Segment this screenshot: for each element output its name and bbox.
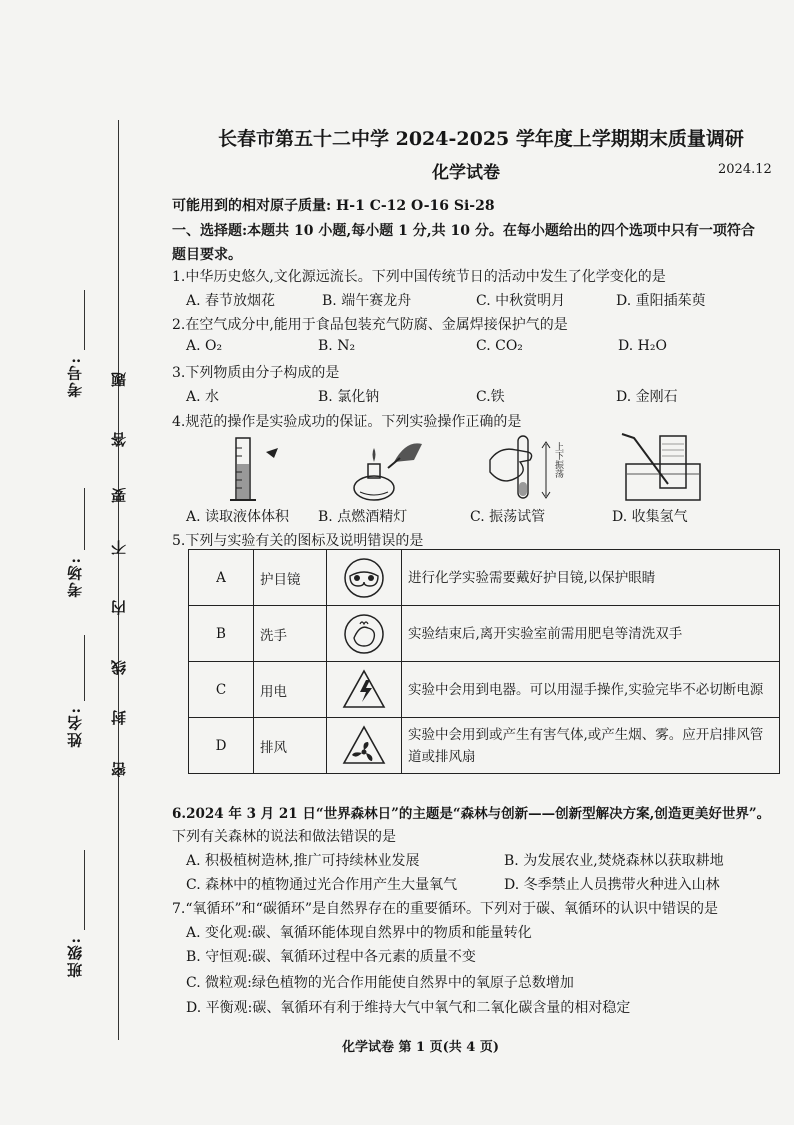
- exam-date: 2024.12: [718, 162, 772, 177]
- section-instruction: 一、选择题:本题共 10 小题,每小题 1 分,共 10 分。在每小题给出的四个选项中只有一项符合: [172, 223, 755, 239]
- seal-char: 要: [110, 488, 128, 503]
- icon-name: 排风: [254, 718, 327, 774]
- table-row[interactable]: [189, 718, 780, 774]
- icon-description: 实验中会用到或产生有害气体,或产生烟、雾。应开启排风管道或排风扇: [402, 718, 780, 774]
- option-c[interactable]: C.铁: [476, 389, 505, 405]
- icon-name: 用电: [254, 662, 327, 718]
- icon-description: 实验结束后,离开实验室前需用肥皂等清洗双手: [402, 606, 780, 662]
- exam-number-blank[interactable]: [84, 290, 85, 350]
- seal-char: 内: [110, 600, 128, 615]
- table-row[interactable]: [189, 550, 780, 606]
- row-option: C: [189, 662, 254, 718]
- option-c[interactable]: C. CO₂: [476, 338, 523, 354]
- atomic-masses: 可能用到的相对原子质量: H-1 C-12 O-16 Si-28: [172, 198, 495, 214]
- option-c[interactable]: C. 微粒观:绿色植物的光合作用能使自然界中的氧原子总数增加: [186, 975, 574, 991]
- seal-char: 封: [110, 710, 128, 725]
- option-a[interactable]: A. 水: [186, 389, 220, 405]
- icon-description: 进行化学实验需要戴好护目镜,以保护眼睛: [402, 550, 780, 606]
- row-option: D: [189, 718, 254, 774]
- option-c[interactable]: C. 森林中的植物通过光合作用产生大量氧气: [186, 877, 458, 893]
- table-row[interactable]: [189, 662, 780, 718]
- option-d[interactable]: D. 收集氢气: [612, 509, 688, 525]
- exam-number-label: 考号:: [66, 356, 84, 398]
- option-c[interactable]: C. 振荡试管: [470, 509, 546, 525]
- shake-label: 上下振荡: [553, 442, 563, 478]
- graduated-cylinder-icon: [222, 434, 292, 506]
- option-d[interactable]: D. 平衡观:碳、氧循环有利于维持大气中氧气和二氧化碳含量的相对稳定: [186, 1000, 631, 1016]
- name-label: 姓名:: [66, 706, 84, 748]
- row-option: A: [189, 550, 254, 606]
- alcohol-lamp-icon: [340, 432, 432, 506]
- table-row[interactable]: [189, 606, 780, 662]
- row-option: B: [189, 606, 254, 662]
- option-a[interactable]: A. 积极植树造林,推广可持续林业发展: [186, 853, 420, 869]
- seal-char: 线: [110, 660, 128, 675]
- goggles-icon: [327, 550, 402, 606]
- option-b[interactable]: B. 为发展农业,焚烧森林以获取耕地: [504, 853, 724, 869]
- option-b[interactable]: B. 端午赛龙舟: [322, 293, 412, 309]
- option-d[interactable]: D. 金刚石: [616, 389, 678, 405]
- icon-name: 洗手: [254, 606, 327, 662]
- seal-char: 密: [110, 762, 128, 777]
- name-blank[interactable]: [84, 635, 85, 701]
- option-a[interactable]: A. O₂: [186, 338, 223, 354]
- class-label: 班级:: [66, 936, 84, 978]
- question-stem: 下列有关森林的说法和做法错误的是: [172, 829, 396, 845]
- option-d[interactable]: D. 冬季禁止人员携带火种进入山林: [504, 877, 720, 893]
- seal-char: 答: [110, 432, 128, 447]
- electricity-icon: [327, 662, 402, 718]
- section-instruction: 题目要求。: [172, 247, 242, 263]
- question-stem: 7.“氧循环”和“碳循环”是自然界存在的重要循环。下列对于碳、氧循环的认识中错误的是: [172, 901, 718, 917]
- page-subtitle: 化学试卷: [432, 163, 500, 183]
- question-stem: 3.下列物质由分子构成的是: [172, 365, 340, 381]
- exhaust-fan-icon: [327, 718, 402, 774]
- class-blank[interactable]: [84, 850, 85, 930]
- question-stem: 6.2024 年 3 月 21 日“世界森林日”的主题是“森林与创新——创新型解决方案,创造更美好世界”。: [172, 806, 771, 822]
- option-a[interactable]: A. 春节放烟花: [186, 293, 276, 309]
- wash-hands-icon: [327, 606, 402, 662]
- option-a[interactable]: A. 读取液体体积: [186, 509, 290, 525]
- lab-icons-table: [188, 549, 780, 774]
- seal-char: 不: [110, 540, 128, 555]
- page-title: 长春市第五十二中学 2024-2025 学年度上学期期末质量调研: [218, 128, 744, 150]
- option-a[interactable]: A. 变化观:碳、氧循环能体现自然界中的物质和能量转化: [186, 925, 532, 941]
- option-b[interactable]: B. 氯化钠: [318, 389, 380, 405]
- exam-room-label: 考场:: [66, 556, 84, 598]
- option-c[interactable]: C. 中秋赏明月: [476, 293, 566, 309]
- option-b[interactable]: B. N₂: [318, 338, 356, 354]
- icon-name: 护目镜: [254, 550, 327, 606]
- gas-collection-icon: [616, 428, 710, 504]
- question-stem: 2.在空气成分中,能用于食品包装充气防腐、金属焊接保护气的是: [172, 317, 568, 333]
- question-stem: 5.下列与实验有关的图标及说明错误的是: [172, 533, 424, 549]
- option-b[interactable]: B. 点燃酒精灯: [318, 509, 408, 525]
- seal-char: 题: [110, 372, 128, 387]
- exam-room-blank[interactable]: [84, 488, 85, 550]
- option-b[interactable]: B. 守恒观:碳、氧循环过程中各元素的质量不变: [186, 949, 476, 965]
- option-d[interactable]: D. 重阳插茱萸: [616, 293, 706, 309]
- question-stem: 4.规范的操作是实验成功的保证。下列实验操作正确的是: [172, 414, 522, 430]
- question-stem: 1.中华历史悠久,文化源远流长。下列中国传统节日的活动中发生了化学变化的是: [172, 269, 666, 285]
- page-footer: 化学试卷 第 1 页(共 4 页): [342, 1040, 500, 1055]
- binding-line: [118, 120, 119, 1040]
- icon-description: 实验中会用到电器。可以用湿手操作,实验完毕不必切断电源: [402, 662, 780, 718]
- option-d[interactable]: D. H₂O: [618, 338, 667, 354]
